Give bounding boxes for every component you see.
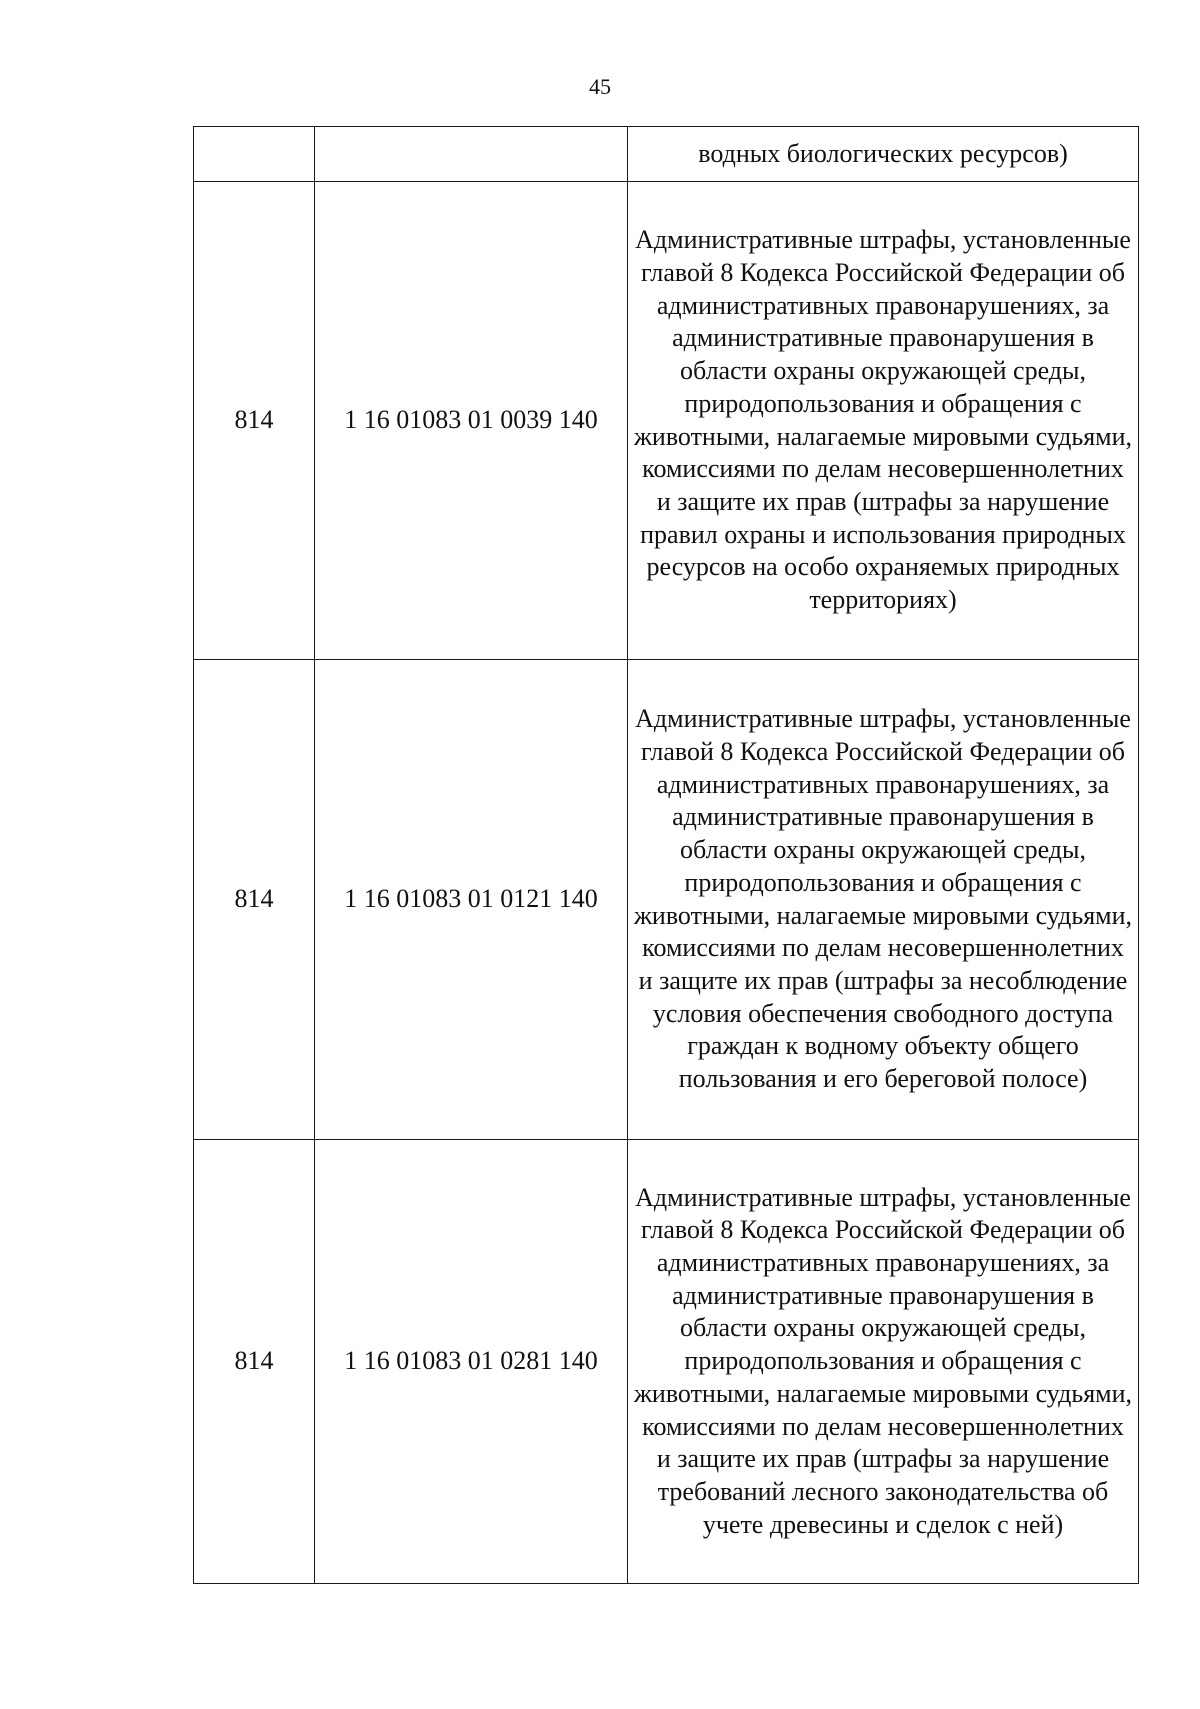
description-cell	[628, 1140, 1139, 1584]
admin-code-cell	[194, 127, 315, 182]
table-row	[194, 1140, 1139, 1584]
admin-code-cell: 814	[194, 182, 315, 660]
budget-code-cell: 1 16 01083 01 0281 140	[315, 1140, 628, 1584]
description-text: Административные штрафы, установленные главой 8 Кодекса Российской Федерации об административных правонарушениях, за административные правонарушения в области охраны окружающей среды, природопользования и обращения с животными, налагаемые мировыми судьями, комиссиями по делам несовершеннолетних и защите их прав (штрафы за нарушение правил охраны и использования природных ресурсов на особо охраняемых природных территориях)	[633, 225, 1133, 615]
table-row	[194, 660, 1139, 1140]
budget-codes-table	[193, 126, 1139, 1584]
admin-code-cell: 814	[194, 1140, 315, 1584]
description-text: водных биологических ресурсов)	[698, 138, 1068, 168]
table-row	[194, 182, 1139, 660]
description-cell	[628, 182, 1139, 660]
table-row-continuation	[194, 127, 1139, 182]
budget-code-cell: 1 16 01083 01 0121 140	[315, 660, 628, 1140]
admin-code-cell: 814	[194, 660, 315, 1140]
description-cell	[628, 660, 1139, 1140]
budget-code-cell	[315, 127, 628, 182]
page-number: 45	[589, 74, 611, 99]
description-text: Административные штрафы, установленные главой 8 Кодекса Российской Федерации об административных правонарушениях, за административные правонарушения в области охраны окружающей среды, природопользования и обращения с животными, налагаемые мировыми судьями, комиссиями по делам несовершеннолетних и защите их прав (штрафы за нарушение требований лесного законодательства об учете древесины и сделок с ней)	[633, 1182, 1133, 1539]
description-text: Административные штрафы, установленные главой 8 Кодекса Российской Федерации об административных правонарушениях, за административные правонарушения в области охраны окружающей среды, природопользования и обращения с животными, налагаемые мировыми судьями, комиссиями по делам несовершеннолетних и защите их прав (штрафы за несоблюдение условия обеспечения свободного доступа граждан к водному объекту общего пользования и его береговой полосе)	[633, 704, 1133, 1094]
description-cell	[628, 127, 1139, 182]
budget-code-cell: 1 16 01083 01 0039 140	[315, 182, 628, 660]
